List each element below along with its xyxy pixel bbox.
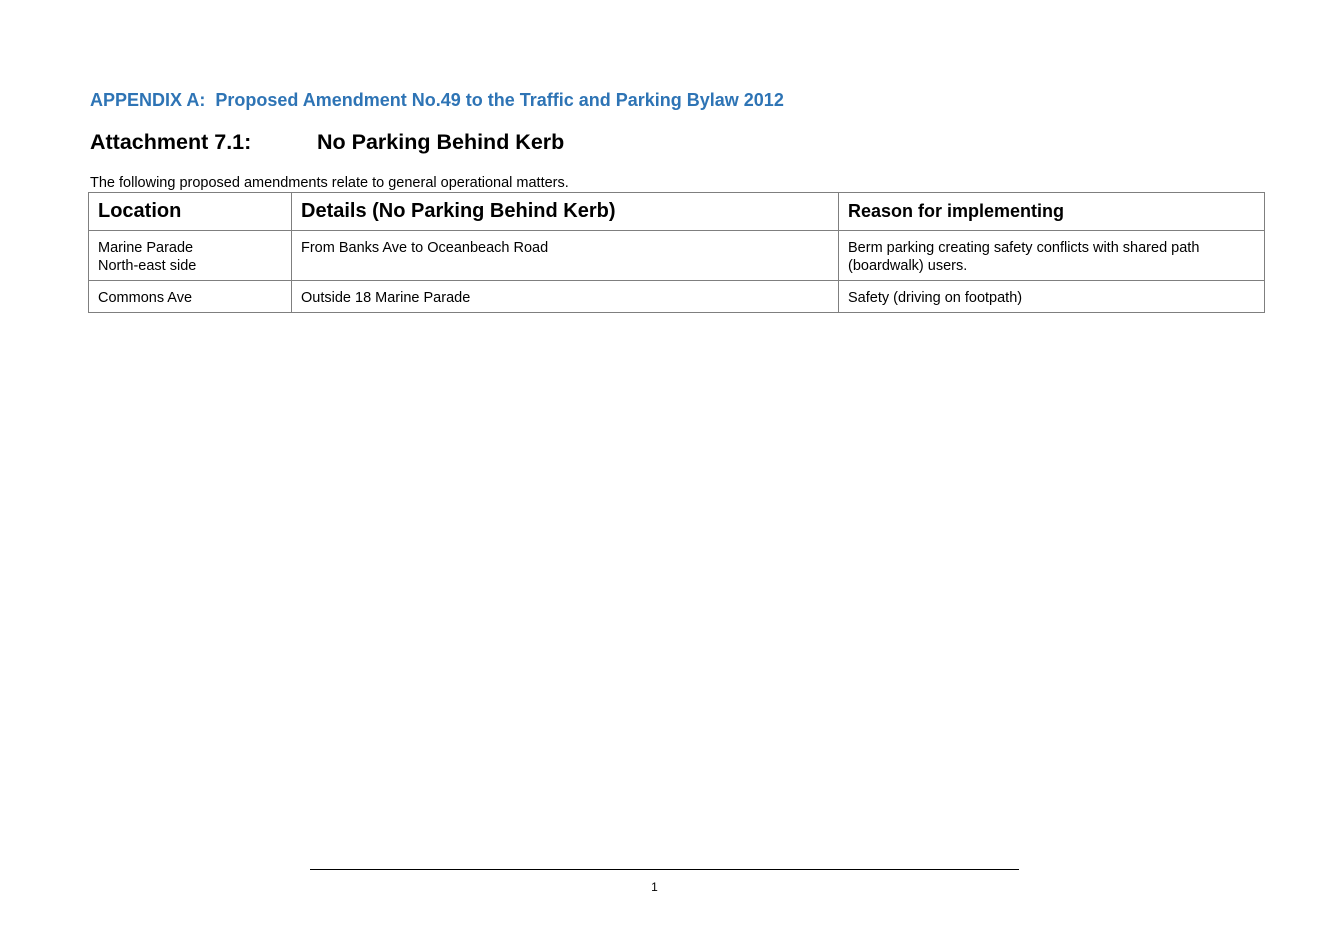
location-subline: North-east side	[98, 258, 197, 274]
table-header-row	[89, 193, 1265, 231]
footer-divider	[310, 869, 1019, 870]
cell-location	[89, 281, 292, 313]
cell-reason: Berm parking creating safety conflicts with shared path (boardwalk) users.	[839, 231, 1265, 281]
column-header-location: Location	[89, 193, 292, 231]
attachment-heading	[90, 130, 565, 155]
cell-details: Outside 18 Marine Parade	[292, 281, 839, 313]
amendments-table	[88, 192, 1265, 313]
attachment-title: No Parking Behind Kerb	[317, 130, 565, 154]
intro-paragraph: The following proposed amendments relate to general operational matters.	[90, 175, 569, 191]
cell-reason: Safety (driving on footpath)	[839, 281, 1265, 313]
location-line: Marine Parade	[98, 240, 194, 256]
attachment-number: Attachment 7.1:	[90, 130, 252, 154]
column-header-details: Details (No Parking Behind Kerb)	[292, 193, 839, 231]
cell-details: From Banks Ave to Oceanbeach Road	[292, 231, 839, 281]
column-header-reason: Reason for implementing	[839, 193, 1265, 231]
cell-location	[89, 231, 292, 281]
appendix-heading: APPENDIX A: Proposed Amendment No.49 to the Traffic and Parking Bylaw 2012	[90, 90, 784, 110]
location-line: Commons Ave	[98, 290, 193, 306]
table-row	[89, 281, 1265, 313]
page-number: 1	[651, 880, 658, 894]
table-row	[89, 231, 1265, 281]
